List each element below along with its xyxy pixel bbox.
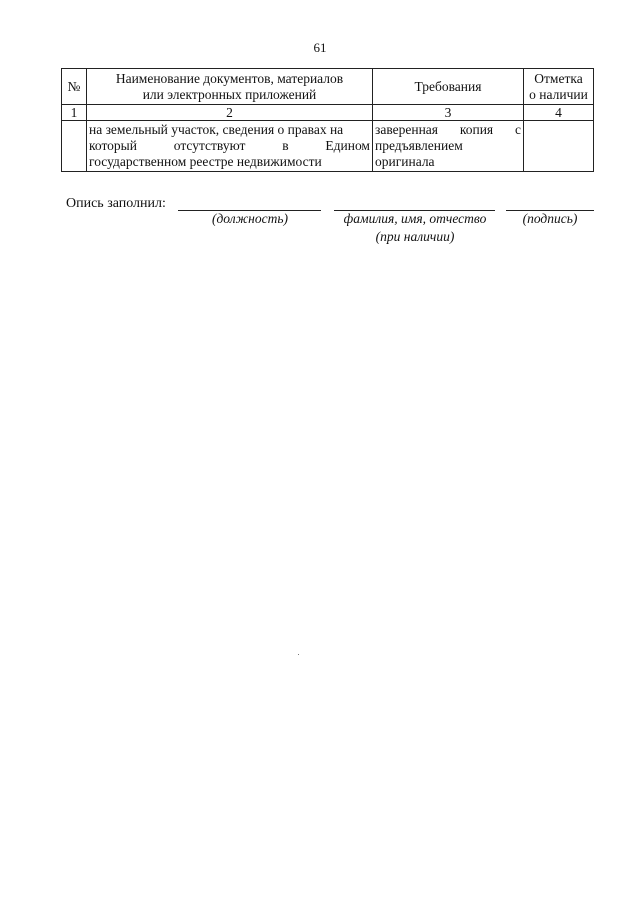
- row-word-s: с: [515, 122, 521, 137]
- row-word-edinom: Едином: [325, 138, 370, 153]
- table-row: [62, 121, 594, 172]
- header-document-name-line2: или электронных приложений: [142, 86, 317, 102]
- column-number-1: 1: [62, 105, 87, 121]
- column-number-4: 4: [524, 105, 594, 121]
- header-document-name-line1: Наименование документов, материалов: [115, 70, 344, 86]
- row-word-otsutstvuyut: отсутствуют: [173, 138, 246, 153]
- row-requirements-line1: [375, 122, 521, 138]
- header-document-name: [87, 69, 373, 105]
- signature-block: [66, 196, 606, 256]
- row-word-kopiya: копия: [459, 122, 494, 137]
- row-word-zaverennaya: заверенная: [375, 122, 439, 137]
- row-document-name-line1: на земельный участок, сведения о правах на: [89, 122, 344, 137]
- row-requirements-cell: [373, 121, 524, 172]
- full-name-caption: фамилия, имя, отчество: [343, 211, 487, 226]
- header-availability-mark-line1: Отметка: [534, 70, 583, 86]
- row-requirements-line3: оригинала: [375, 154, 435, 169]
- header-number: №: [62, 69, 87, 105]
- row-document-name-cell: [87, 121, 373, 172]
- documents-table: [61, 68, 594, 172]
- signature-label: Опись заполнил:: [66, 196, 166, 211]
- row-word-kotoryi: который: [89, 138, 137, 153]
- position-caption: (должность): [211, 211, 288, 226]
- row-document-name-line3: государственном реестре недвижимости: [89, 154, 322, 169]
- row-document-name-line2: [89, 138, 370, 154]
- column-number-2: 2: [87, 105, 373, 121]
- header-requirements: Требования: [373, 69, 524, 105]
- signature-caption: (подпись): [522, 211, 578, 226]
- page-number: 61: [313, 40, 327, 55]
- row-requirements-line2: предъявлением: [375, 138, 463, 153]
- column-number-3: 3: [373, 105, 524, 121]
- full-name-caption-note: (при наличии): [375, 229, 455, 244]
- row-availability-mark-cell: [524, 121, 594, 172]
- table-header-row: [62, 69, 594, 105]
- row-word-v: в: [282, 138, 289, 153]
- row-number-cell: [62, 121, 87, 172]
- scan-speck: [298, 654, 299, 655]
- table-column-numbers-row: [62, 105, 594, 121]
- header-availability-mark: [524, 69, 594, 105]
- header-availability-mark-line2: о наличии: [529, 86, 588, 102]
